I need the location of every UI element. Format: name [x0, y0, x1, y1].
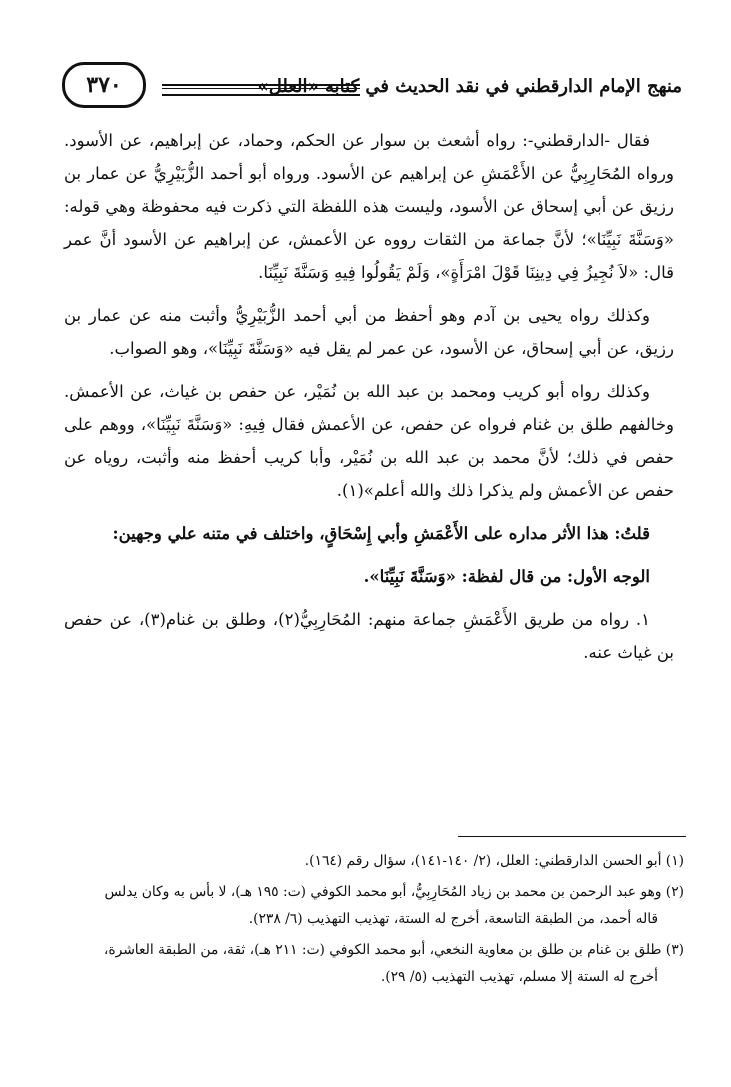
- paragraph-6: ١. رواه من طريق الأَعْمَشِ جماعة منهم: المُحَارِبِيُّ(٢)، وطلق بن غنام(٣)، عن حفص بن غياث عنه.: [64, 610, 674, 662]
- header-title: منهج الإمام الدارقطني في نقد الحديث في كتابه «العلل»: [257, 76, 682, 97]
- main-text: [64, 124, 674, 679]
- footnote-3: (٣) طلق بن غنام بن طلق بن معاوية النخعي، أبو محمد الكوفي (ت: ٢١١ هـ)، ثقة، من الطبقة العاشرة،: [103, 942, 684, 958]
- paragraph-4: قلتُ: هذا الأثر مداره على الأَعْمَشِ وأبي إِسْحَاقٍ، واختلف في متنه علي وجهين:: [112, 524, 650, 543]
- footnote-2: (٢) وهو عبد الرحمن بن محمد بن زياد المُحَارِبِيُّ، أبو محمد الكوفي (ت: ١٩٥ هـ)، لا بأس به وكان يدلس: [104, 884, 684, 900]
- running-header: [62, 62, 682, 116]
- paragraph-3: وكذلك رواه أبو كريب ومحمد بن عبد الله بن نُمَيْر، عن حفص بن غياث، عن الأعمش. وخالفهم طلق بن غنام فرواه عن حفص، عن الأعمش فقال فِيهِ: «وَسَنَّةَ نَبِيِّنَا»، ووهم على حفص في ذلك؛ لأنَّ محمد بن عبد الله بن نُمَيْر، وأبا كريب أحفظ منه وأثبت، روياه عن حفص عن الأعمش ولم يذكرا ذلك والله أعلم»(١).: [64, 382, 674, 500]
- footnotes: [64, 848, 684, 995]
- paragraph-2: وكذلك رواه يحيى بن آدم وهو أحفظ من أبي أحمد الزُّبَيْرِيُّ وأثبت منه عن عمار بن رزيق، عن أبي إسحاق، عن الأسود، عن عمر لم يقل فيه «وَسَنَّةَ نَبِيِّنَا»، وهو الصواب.: [64, 306, 674, 358]
- footnote-1: (١) أبو الحسن الدارقطني: العلل، (٢/ ١٤٠-١٤١)، سؤال رقم (١٦٤).: [304, 853, 684, 869]
- header-rule: [162, 84, 360, 96]
- footnote-2-continued: قاله أحمد، من الطبقة التاسعة، أخرج له الستة، تهذيب التهذيب (٦/ ٢٣٨).: [248, 911, 658, 927]
- paragraph-5: الوجه الأول: من قال لفظة: «وَسَنَّةَ نَبِيِّنَا».: [363, 567, 650, 586]
- footnote-3-continued: أخرج له الستة إلا مسلم، تهذيب التهذيب (٥/ ٢٩).: [380, 969, 658, 985]
- footnote-separator: [458, 836, 686, 837]
- paragraph-1: فقال -الدارقطني-: رواه أشعث بن سوار عن الحكم، وحماد، عن إبراهيم، عن الأسود. ورواه المُحَارِبِيُّ عن الأَعْمَشِ عن إبراهيم عن الأسود. ورواه أبو أحمد الزُّبَيْرِيُّ عن عمار بن رزيق عن أبي إسحاق عن الأسود، وليست هذه اللفظة التي ذكرت فيه محفوظة وهي قوله: «وَسَنَّةَ نَبِيِّنَا»؛ لأنَّ جماعة من الثقات رووه عن الأعمش، عن إبراهيم عن الأسود أنَّ عمر قال: «لاَ نُجِيزُ فِي دِينِنَا قَوْلَ امْرَأَةٍ»، وَلَمْ يَقُولُوا فِيهِ وَسَنَّةَ نَبِيِّنَا.: [64, 131, 674, 282]
- page-number: ٣٧٠: [62, 62, 146, 108]
